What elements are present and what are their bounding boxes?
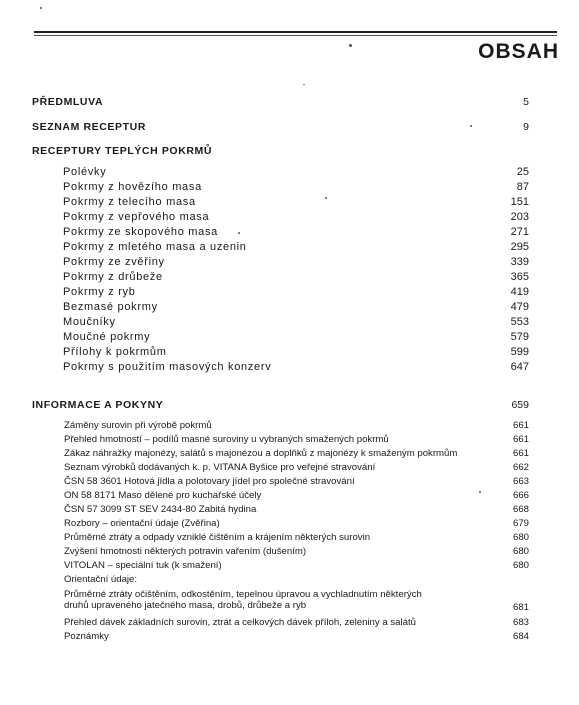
toc-page: 419: [510, 286, 529, 298]
toc-page: 479: [510, 301, 529, 313]
toc-label: Moučné pokrmy: [63, 331, 151, 343]
toc-entry: [0, 617, 579, 631]
toc-label: Přehled dávek základních surovin, ztrát a celkových dávek příloh, zeleniny a salátů: [64, 617, 416, 628]
toc-label: Zvýšení hmotnosti některých potravin vařením (dušením): [64, 546, 307, 557]
toc-entry: [0, 420, 579, 434]
toc-entry: [0, 331, 579, 345]
toc-label: Bezmasé pokrmy: [63, 301, 158, 313]
toc-entry: [0, 346, 579, 360]
toc-page: 553: [510, 316, 529, 328]
toc-label: Seznam výrobků dodávaných k. p. VITANA Byšice pro veřejné stravování: [64, 462, 376, 473]
toc-page: 681: [512, 602, 529, 613]
toc-entry: [0, 196, 579, 210]
toc-page: 295: [510, 241, 529, 253]
toc-label: Orientační údaje:: [64, 574, 138, 585]
toc-label: Pokrmy z ryb: [63, 286, 136, 298]
toc-entry: [0, 226, 579, 240]
toc-page: 271: [510, 226, 529, 238]
toc-label: Pokrmy ze skopového masa: [63, 226, 218, 238]
scan-speck: [349, 44, 352, 47]
toc-label: Zákaz náhražky majonézy, salátů s majonézou a doplňků z majonézy k smaženým pokrmům: [64, 448, 458, 459]
toc-label: ON 58 8171 Maso dělené pro kuchařské účely: [64, 490, 262, 501]
toc-label: RECEPTURY TEPLÝCH POKRMŮ: [32, 145, 213, 157]
toc-label: Pokrmy z vepřového masa: [63, 211, 210, 223]
toc-label: INFORMACE A POKYNY: [32, 399, 164, 411]
toc-label: Pokrmy z telecího masa: [63, 196, 196, 208]
toc-section-seznam-receptur: [0, 121, 579, 135]
toc-page: 680: [512, 546, 529, 557]
toc-page: 661: [512, 448, 529, 459]
toc-entry: [0, 256, 579, 270]
toc-label: Moučníky: [63, 316, 116, 328]
toc-page: 680: [512, 560, 529, 571]
toc-entry: [0, 532, 579, 546]
toc-entry: [0, 476, 579, 490]
top-rule: [34, 31, 557, 33]
toc-label: VITOLAN – speciální tuk (k smažení): [64, 560, 222, 571]
toc-page: 663: [512, 476, 529, 487]
toc-page: 668: [512, 504, 529, 515]
toc-page: 666: [512, 490, 529, 501]
toc-page: 679: [512, 518, 529, 529]
toc-page: 647: [510, 361, 529, 373]
scan-speck: [303, 84, 305, 85]
toc-page: 151: [510, 196, 529, 208]
toc-page: 365: [510, 271, 529, 283]
toc-label: Poznámky: [64, 631, 109, 642]
toc-label: Rozbory – orientační údaje (Zvěřina): [64, 518, 220, 529]
top-rule-thin: [34, 35, 557, 36]
toc-entry: [0, 574, 579, 588]
toc-page: 680: [512, 532, 529, 543]
toc-label: ČSN 57 3099 ST SEV 2434-80 Zabitá hydina: [64, 504, 257, 515]
toc-entry: [0, 271, 579, 285]
toc-page: 87: [516, 181, 529, 193]
toc-entry: [0, 316, 579, 330]
toc-entry: [0, 361, 579, 375]
toc-entry-multiline: [0, 589, 579, 615]
toc-entry: [0, 211, 579, 225]
toc-page: 579: [510, 331, 529, 343]
toc-label: Přehled hmotností – podílů masné suroviny u vybraných smažených pokrmů: [64, 434, 389, 445]
toc-entry: [0, 434, 579, 448]
toc-label: Pokrmy s použitím masových konzerv: [63, 361, 272, 373]
scan-speck: [479, 491, 481, 493]
toc-page: 25: [516, 166, 529, 178]
page-title: OBSAH: [478, 40, 559, 63]
toc-label: Pokrmy z drůbeže: [63, 271, 163, 283]
toc-entry: [0, 560, 579, 574]
toc-page: 339: [510, 256, 529, 268]
toc-label: Průměrné ztráty a odpady vzniklé čištěním a krájením některých surovin: [64, 532, 371, 543]
toc-section-predmluva: [0, 96, 579, 110]
toc-entry: [0, 462, 579, 476]
toc-label: ČSN 58 3601 Hotová jídla a polotovary jídel pro společné stravování: [64, 476, 355, 487]
toc-label: Polévky: [63, 166, 107, 178]
scan-speck: [325, 197, 327, 199]
toc-section-receptury: [0, 145, 579, 159]
toc-entry: [0, 490, 579, 504]
toc-page: 684: [512, 631, 529, 642]
toc-page: 659: [511, 399, 529, 411]
toc-label: Pokrmy ze zvěřiny: [63, 256, 165, 268]
toc-entry: [0, 448, 579, 462]
toc-entry: [0, 241, 579, 255]
toc-label: PŘEDMLUVA: [32, 96, 104, 108]
scan-speck: [40, 7, 42, 9]
toc-entry: [0, 166, 579, 180]
toc-label: Pokrmy z hovězího masa: [63, 181, 202, 193]
toc-page: 662: [512, 462, 529, 473]
toc-page: 9: [523, 121, 529, 133]
toc-page: 683: [512, 617, 529, 628]
toc-entry: [0, 546, 579, 560]
scan-speck: [238, 232, 240, 234]
toc-label: SEZNAM RECEPTUR: [32, 121, 147, 133]
toc-label: Přílohy k pokrmům: [63, 346, 167, 358]
toc-page: 661: [512, 420, 529, 431]
toc-section-informace: [0, 399, 579, 413]
toc-entry: [0, 518, 579, 532]
toc-page: 661: [512, 434, 529, 445]
toc-entry: [0, 181, 579, 195]
toc-page: 203: [510, 211, 529, 223]
toc-label: Záměny surovin při výrobě pokrmů: [64, 420, 212, 431]
toc-entry: [0, 504, 579, 518]
toc-entry: [0, 301, 579, 315]
toc-page: 599: [510, 346, 529, 358]
toc-label: Průměrné ztráty očištěním, odkostěním, tepelnou úpravou a vychladnutím některých druhů upraveného jatečného masa, drobů, drůbeže a ryb: [64, 589, 422, 611]
toc-label: Pokrmy z mletého masa a uzenin: [63, 241, 247, 253]
toc-page: 5: [523, 96, 529, 108]
toc-entry: [0, 631, 579, 645]
toc-entry: [0, 286, 579, 300]
scan-speck: [470, 125, 472, 127]
